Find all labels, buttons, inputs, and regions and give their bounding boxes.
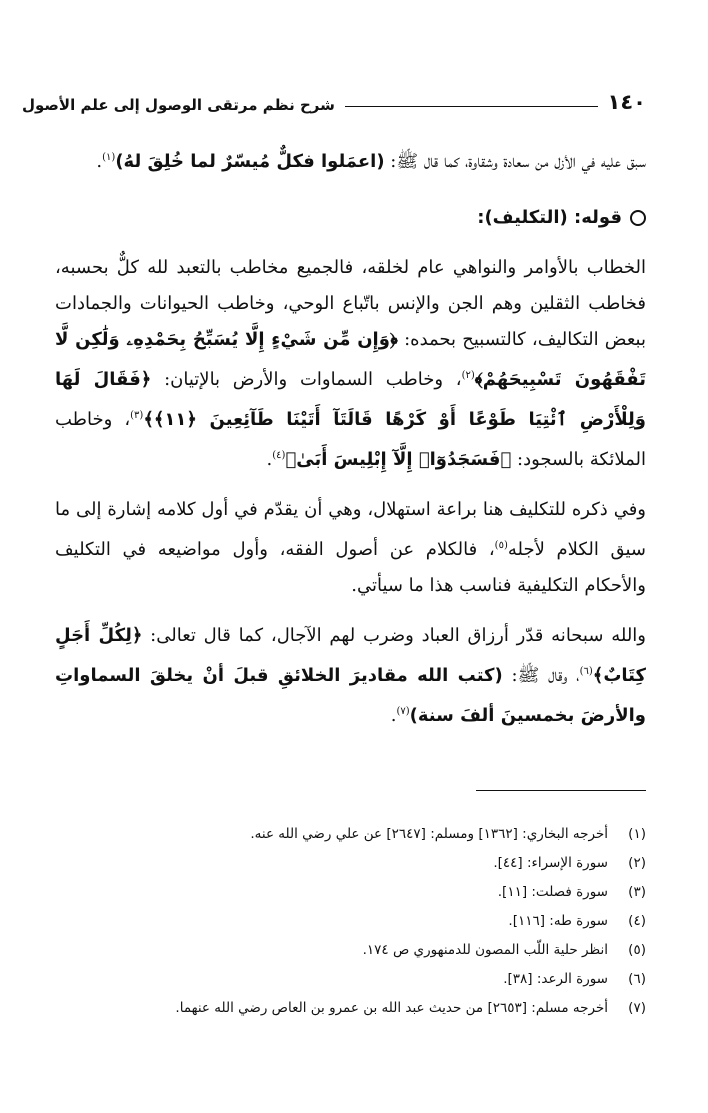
page-number: ١٤٠ (607, 90, 646, 114)
footnote-ref-1: (١) (102, 152, 116, 163)
quran-verse-3: ﴿فَسَجَدُوٓا۟ إِلَّآ إِبْلِيسَ أَبَىٰ﴾ (285, 449, 512, 470)
paragraph-4 (55, 618, 646, 734)
circle-bullet-icon (630, 210, 646, 226)
footnote-ref-5: (٥) (494, 540, 508, 551)
p3-text-b: ، فالكلام عن أصول الفقه، وأول مواضيعه في التكليف والأحكام التكليفية فناسب هذا ما سيأتي. (55, 539, 646, 596)
hadith-quote-1: (اعمَلوا فكلٌّ مُيسّرٌ لما خُلِقَ لهُ) (115, 151, 385, 172)
footnote-ref-7: (٧) (396, 706, 410, 717)
footnote-item: (٦) سورة الرعد: [٣٨]. (503, 971, 646, 987)
paragraph-2 (55, 250, 646, 478)
footnotes (55, 820, 646, 1023)
footnote-ref-3: (٣) (130, 410, 144, 421)
footnote-item: (٥) انظر حلية اللّب المصون للدمنهوري ص ١٧٤. (362, 942, 646, 958)
p2-text-c: ، وخاطب الملائكة بالسجود: (55, 409, 646, 470)
paragraph-3 (55, 492, 646, 604)
footnote-separator (476, 790, 646, 791)
footnote-ref-6: (٦) (579, 666, 593, 677)
page-header (22, 78, 646, 114)
footnote-item: (٢) سورة الإسراء: [٤٤]. (493, 855, 646, 871)
main-text (55, 140, 646, 734)
p2-text-a: الخطاب بالأوامر والنواهي عام لخلقه، فالجميع مخاطب بالتعبد لله كلٌّ بحسبه، فخاطب الثقلين وهم الجن والإنس باتّباع الوحي، وخاطب الحيوانات والجمادات ببعض التكاليف، كالتسبيح بحمده: (55, 257, 646, 350)
footnote-ref-2: (٢) (461, 370, 475, 381)
p1-text: سبق عليه في الأزل من سعادة وشقاوة، كما قال ﷺ: (384, 151, 646, 172)
p3-text-a: وفي ذكره للتكليف هنا براعة استهلال، وهي أن يقدّم في أول كلامه إشارة إلى ما سيق الكلام لأجله (55, 499, 647, 560)
p4-end: . (390, 705, 397, 726)
footnote-ref-4: (٤) (272, 450, 286, 461)
p2-end: . (266, 449, 273, 470)
running-title: شرح نظم مرتقى الوصول إلى علم الأصول (22, 96, 335, 114)
footnote-item: (٣) سورة فصلت: [١١]. (497, 884, 646, 900)
p4-text-a: والله سبحانه قدّر أرزاق العباد وضرب لهم الآجال، كما قال تعالى: (142, 625, 647, 646)
p2-text-b: ، وخاطب السماوات والأرض بالإتيان: (151, 369, 462, 390)
footnote-item: (٤) سورة طه: [١١٦]. (508, 913, 646, 929)
quran-verse-4: ﴿لِكُلِّ أَجَلٍ كِتَابٌ﴾ (55, 625, 646, 686)
quran-verse-1: ﴿وَإِن مِّن شَيْءٍ إِلَّا يُسَبِّحُ بِحَمْدِهِۦ وَلَٰكِن لَّا تَفْقَهُونَ تَسْبِيحَهُمْ﴾ (55, 329, 646, 390)
heading-label: قوله: (التكليف): (477, 207, 622, 228)
footnote-item: (٧) أخرجه مسلم: [٢٦٥٣] من حديث عبد الله بن عمرو بن العاص رضي الله عنهما. (175, 1000, 646, 1016)
hadith-quote-2: (كتب الله مقاديرَ الخلائقِ قبلَ أنْ يخلقَ السماواتِ والأرضَ بخمسينَ ألفَ سنة) (55, 665, 646, 726)
paragraph-1 (55, 140, 646, 180)
p4-text-b: ، وقال ﷺ: (502, 665, 580, 686)
p1-end: . (96, 151, 103, 172)
section-heading (55, 200, 646, 236)
header-rule (345, 106, 598, 107)
footnote-item: (١) أخرجه البخاري: [١٣٦٢] ومسلم: [٢٦٤٧] عن علي رضي الله عنه. (250, 826, 646, 842)
quran-verse-2: ﴿فَقَالَ لَهَا وَلِلْأَرْضِ ٱئْتِيَا طَوْعًا أَوْ كَرْهًا قَالَتَآ أَتَيْنَا طَآئِعِينَ ﴿١١﴾﴾ (55, 369, 646, 430)
